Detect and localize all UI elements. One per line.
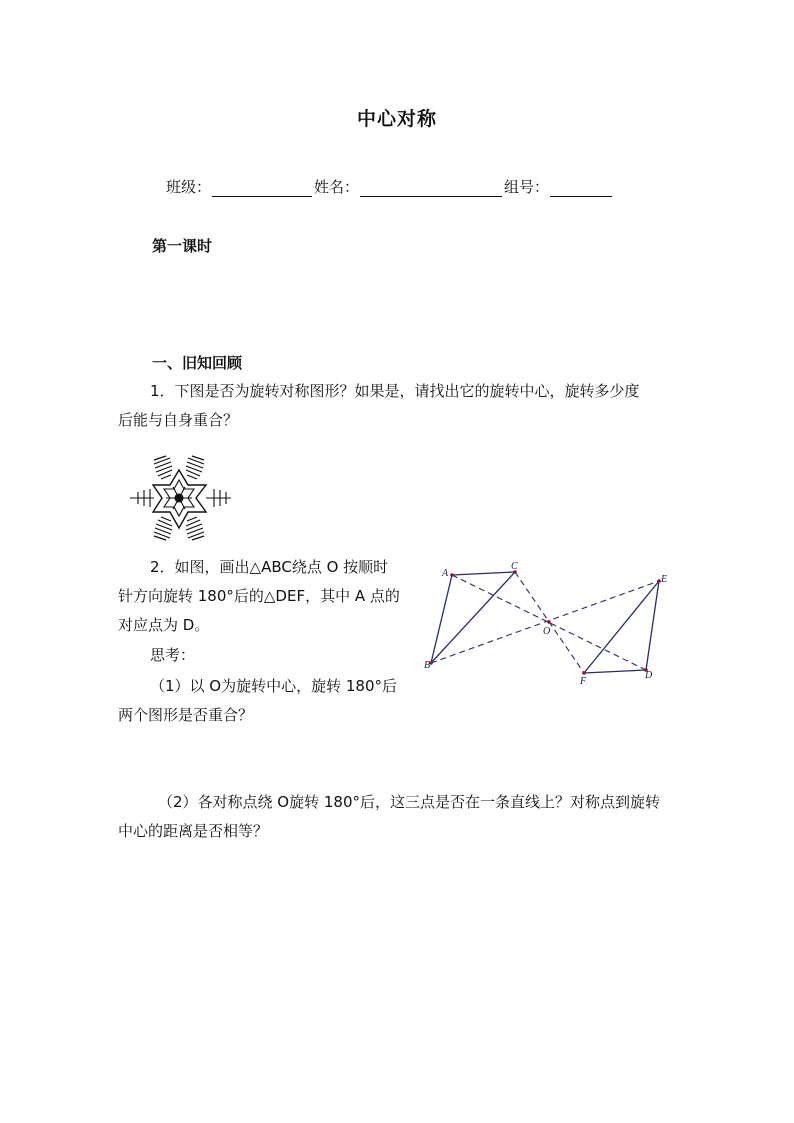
sub-question-2-line1: （2）各对称点绕 O旋转 180°后，这三点是否在一条直线上？对称点到旋转 bbox=[158, 793, 661, 811]
q2-line2: 针方向旋转 180°后的△DEF，其中 A 点的 bbox=[118, 587, 400, 605]
think-label: 思考： bbox=[150, 646, 196, 664]
label-e: E bbox=[661, 574, 668, 585]
q1-line2: 后能与自身重合？ bbox=[118, 411, 239, 429]
segment-ac bbox=[452, 572, 515, 575]
point-a bbox=[450, 573, 454, 577]
segment-ab bbox=[431, 575, 452, 663]
student-info-row bbox=[166, 176, 614, 197]
sub-question-1-line1: （1）以 O为旋转中心，旋转 180°后 bbox=[150, 677, 398, 695]
point-o bbox=[547, 620, 551, 624]
sub-question-1-line2: 两个图形是否重合？ bbox=[118, 706, 254, 724]
group-label: 组号： bbox=[504, 178, 550, 196]
label-c: C bbox=[511, 561, 518, 572]
class-blank bbox=[212, 178, 312, 197]
rotation-diagram bbox=[418, 560, 678, 690]
name-label: 姓名： bbox=[314, 178, 360, 196]
point-f bbox=[582, 671, 586, 675]
q2-line1: 2．如图，画出△ABC绕点 O 按顺时 bbox=[150, 558, 389, 576]
label-f: F bbox=[580, 676, 587, 687]
class-label: 班级： bbox=[166, 178, 212, 196]
group-blank bbox=[550, 178, 612, 197]
snowflake-figure bbox=[126, 452, 236, 544]
label-a: A bbox=[442, 568, 449, 579]
label-d: D bbox=[645, 670, 653, 681]
q1-line1: 1．下图是否为旋转对称图形？如果是，请找出它的旋转中心，旋转多少度 bbox=[150, 382, 640, 400]
sub-question-2-line2: 中心的距离是否相等？ bbox=[118, 822, 269, 840]
segment-fd bbox=[584, 670, 646, 673]
lesson-label: 第一课时 bbox=[152, 237, 213, 255]
page-title: 中心对称 bbox=[356, 108, 437, 130]
name-blank bbox=[360, 178, 502, 197]
label-o: O bbox=[543, 626, 551, 637]
q2-line3: 对应点为 D。 bbox=[118, 616, 210, 634]
label-b: B bbox=[424, 660, 431, 671]
section-title: 一、旧知回顾 bbox=[152, 354, 243, 372]
